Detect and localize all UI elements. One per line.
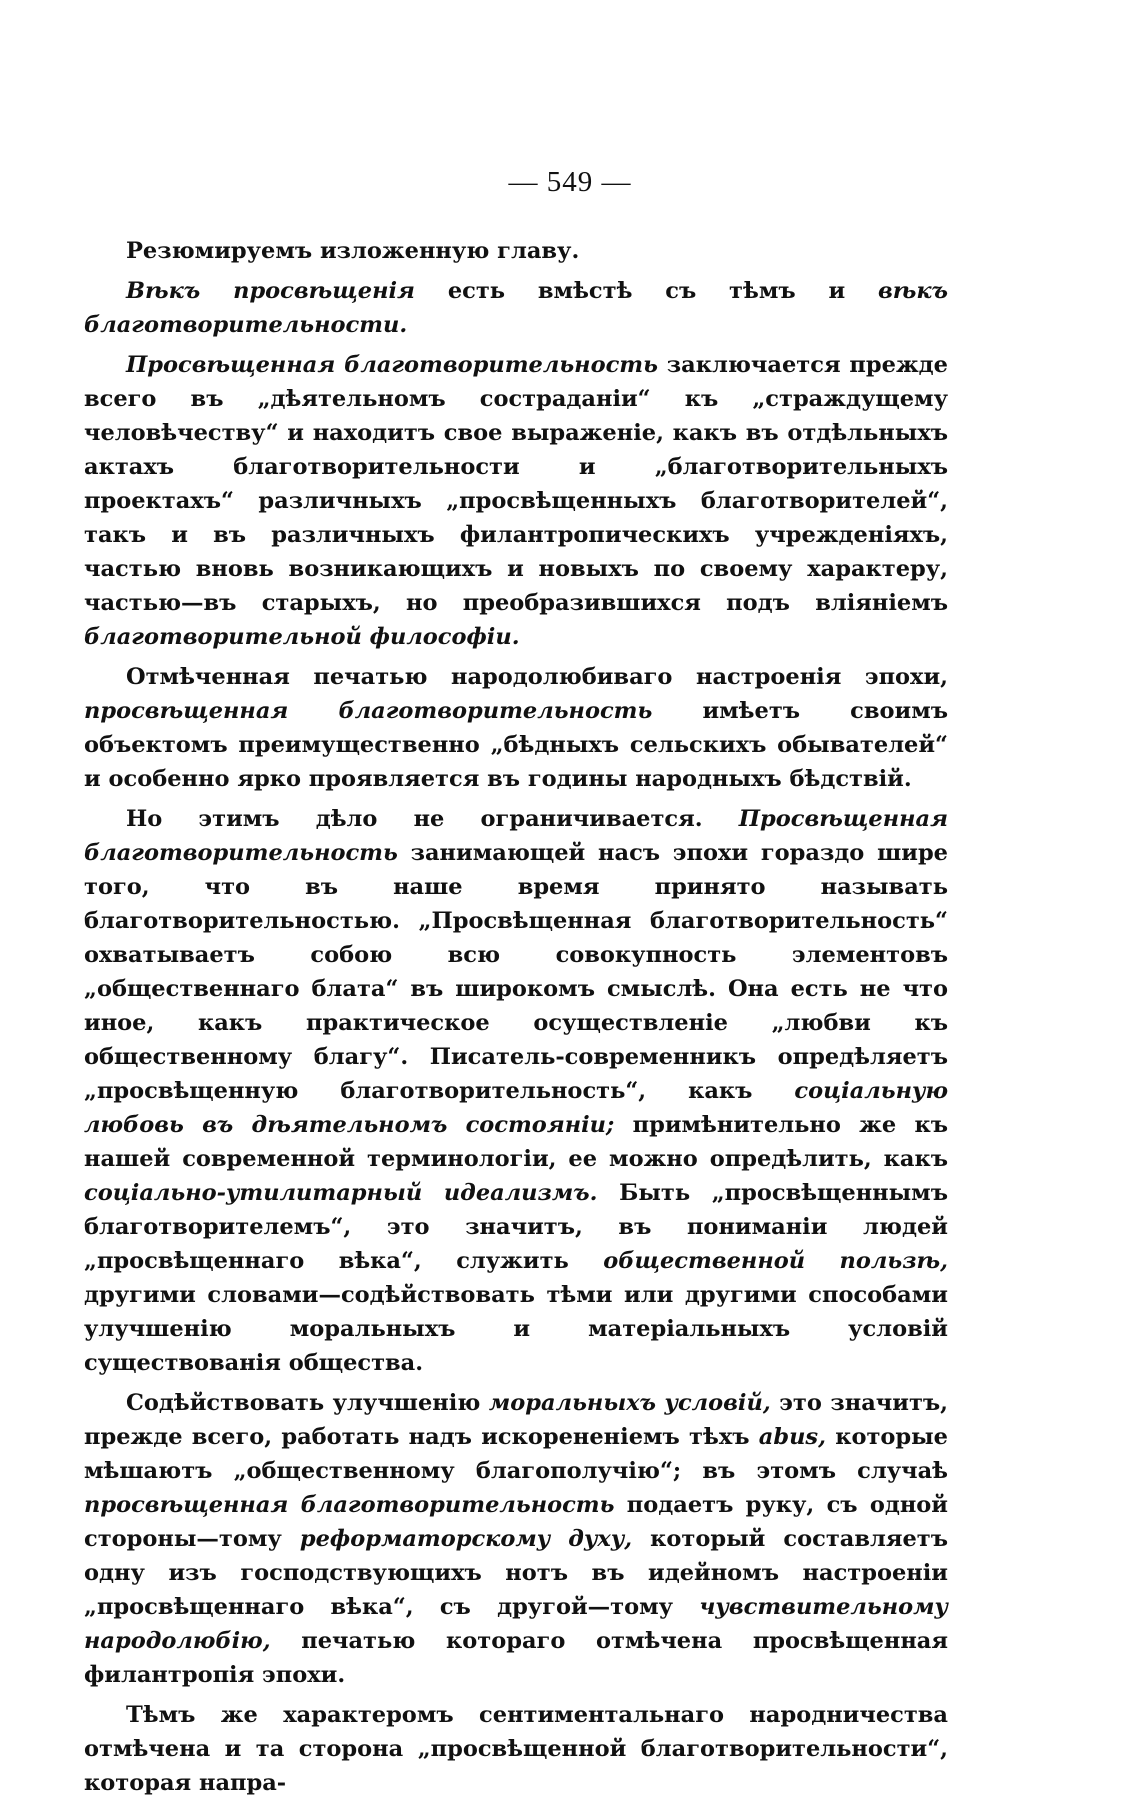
italic-text-run: чувствительному народолюбію, [84,1594,948,1654]
paragraph [84,234,948,268]
paragraph [84,348,948,654]
text-run: Быть „просвѣщеннымъ благотворителемъ“, это значитъ, въ пониманіи людей „просвѣщеннаго вѣка“, служить [84,1180,948,1274]
text-run: Отмѣченная печатью народолюбиваго настроенія эпохи, [126,664,948,690]
text-run: который составляетъ одну изъ господствующихъ нотъ въ идейномъ настроеніи „просвѣщеннаго вѣка“, съ другой—тому [84,1526,948,1620]
text-run: другими словами—содѣйствовать тѣми или другими способами улучшенію моральныхъ и матеріальныхъ условій существованія общества. [84,1282,948,1376]
italic-text-run: моральныхъ условій, [488,1390,771,1416]
text-run: Резюмируемъ изложенную главу. [126,238,580,264]
text-run: Тѣмъ же характеромъ сентиментальнаго народничества отмѣчена и та сторона „просвѣщенной благотворительности“, которая напра- [84,1702,948,1796]
italic-text-run: abus, [758,1424,826,1450]
text-run: которые мѣшаютъ „общественному благополучію“; въ этомъ случаѣ [84,1424,948,1484]
italic-text-run: общественной пользѣ, [603,1248,949,1274]
italic-text-run: просвѣщенная благотворительность [84,1492,615,1518]
text-run: Но этимъ дѣло не ограничивается. [126,806,739,832]
paragraph [84,274,948,342]
italic-text-run: соціально-утилитарный идеализмъ. [84,1180,598,1206]
page-number: — 549 — [508,166,632,198]
italic-text-run: Вѣкъ просвѣщенія [126,278,415,304]
paragraph [84,1698,948,1800]
paragraph [84,660,948,796]
italic-text-run: Просвѣщенная благотворительность [84,806,948,866]
paragraph [84,1386,948,1692]
italic-text-run: реформаторскому духу, [299,1526,633,1552]
text-run: имѣетъ своимъ объектомъ преимущественно „бѣдныхъ сельскихъ обывателей“ и особенно ярко проявляется въ годины народныхъ бѣдствій. [84,698,948,792]
text-run: примѣнительно же къ нашей современной терминологіи, ее можно опредѣлить, какъ [84,1112,948,1172]
body-text [84,234,948,1806]
italic-text-run: вѣкъ благотворительности. [84,278,949,338]
text-run: заключается прежде всего въ „дѣятельномъ состраданіи“ къ „страждущему человѣчеству“ и находитъ свое выраженіе, какъ въ отдѣльныхъ актахъ благотворительности и „благотворительныхъ проектахъ“ различныхъ „просвѣщенныхъ благотворителей“, такъ и въ различныхъ филантропическихъ учрежденіяхъ, частью вновь возникающихъ и новыхъ по своему характеру, частью—въ старыхъ, но преобразившихся подъ вліяніемъ [84,352,948,616]
text-run: это значитъ, прежде всего, работать надъ искорененіемъ тѣхъ [84,1390,948,1450]
italic-text-run: соціальную любовь въ дѣятельномъ состояніи; [84,1078,948,1138]
italic-text-run: благотворительной философіи. [84,624,520,650]
text-run: Содѣйствовать улучшенію [126,1390,489,1416]
text-run: есть вмѣстѣ съ тѣмъ и [414,278,879,304]
text-run: занимающей насъ эпохи гораздо шире того, что въ наше время принято называть благотворительностью. „Просвѣщенная благотворительность“ охватываетъ собою всю совокупность элементовъ „общественнаго блата“ въ широкомъ смыслѣ. Она есть не что иное, какъ практическое осуществленіе „любви къ общественному благу“. Писатель-современникъ опредѣляетъ „просвѣщенную благотворительность“, какъ [84,840,948,1104]
text-run: подаетъ руку, съ одной стороны—тому [84,1492,948,1552]
text-run: печатью котораго отмѣчена просвѣщенная филантропія эпохи. [84,1628,948,1688]
paragraph [84,802,948,1380]
italic-text-run: Просвѣщенная благотворительность [126,352,658,378]
italic-text-run: просвѣщенная благотворительность [84,698,653,724]
